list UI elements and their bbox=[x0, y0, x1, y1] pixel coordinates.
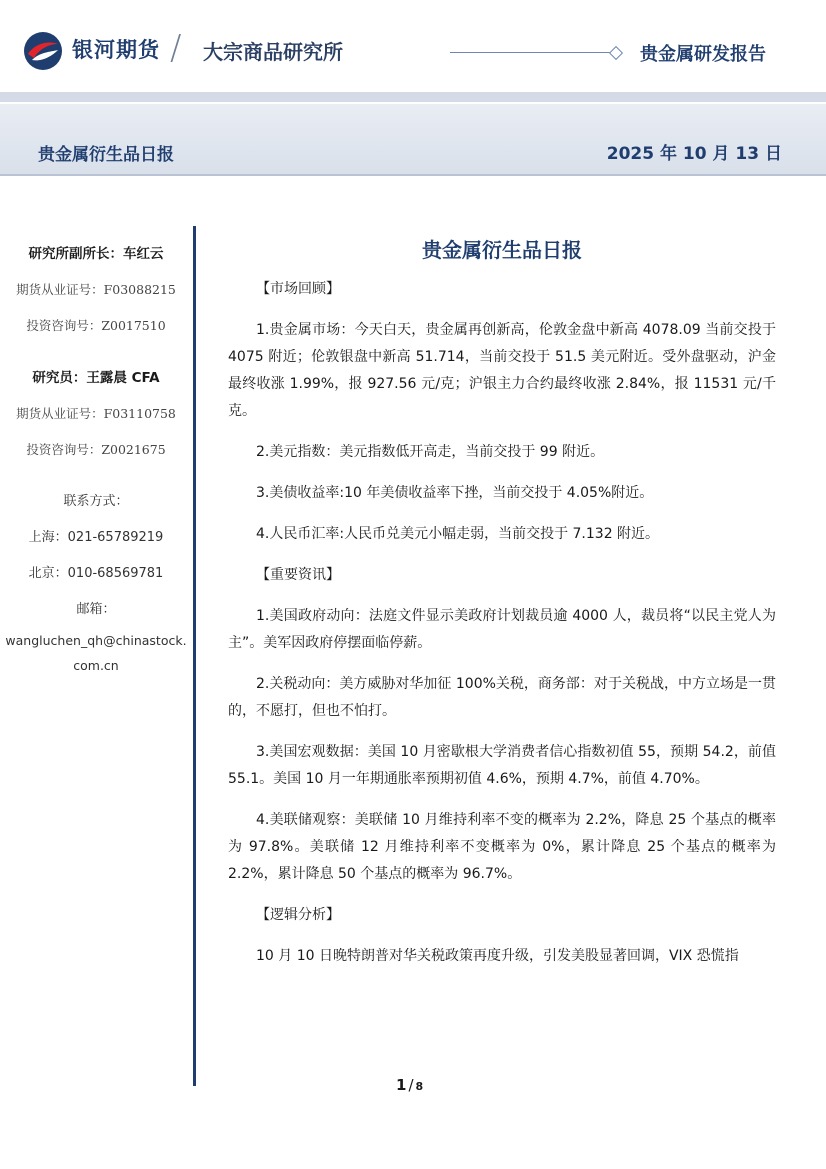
email-label: 邮箱： bbox=[76, 602, 116, 617]
contact-label: 联系方式： bbox=[63, 494, 129, 509]
deputy-advisory: 投资咨询号：Z0017510 bbox=[26, 318, 166, 333]
paragraph: 4.美联储观察：美联储 10 月维持利率不变的概率为 2.2%，降息 25 个基点的概率为 97.8%。美联储 12 月维持利率不变概率为 0%，累计降息 25 个基点的概率为 2.2%，累计降息 50 个基点的概率为 96.7%。 bbox=[228, 812, 776, 882]
report-header bbox=[0, 0, 826, 176]
report-body bbox=[228, 230, 776, 984]
paragraph: 2.美元指数：美元指数低开高走，当前交投于 99 附近。 bbox=[256, 444, 605, 460]
paragraph: 1.美国政府动向：法庭文件显示美政府计划裁员逾 4000 人，裁员将“以民主党人为主”。美军因政府停摆面临停薪。 bbox=[228, 608, 776, 651]
section-key-news bbox=[228, 562, 776, 888]
sidebar-divider bbox=[193, 226, 196, 1086]
deputy-director: 研究所副所长：车红云 bbox=[28, 246, 164, 262]
researcher-advisory: 投资咨询号：Z0021675 bbox=[26, 442, 166, 457]
contact-beijing: 北京：010-68569781 bbox=[28, 566, 164, 581]
section-heading: 【逻辑分析】 bbox=[256, 907, 340, 923]
contact-shanghai: 上海：021-65789219 bbox=[28, 530, 164, 545]
paragraph: 4.人民币汇率:人民币兑美元小幅走弱，当前交投于 7.132 附近。 bbox=[256, 526, 660, 542]
band-title: 贵金属衍生品日报 bbox=[38, 145, 174, 165]
diamond-icon bbox=[609, 46, 623, 60]
header-band-thin bbox=[0, 92, 826, 102]
total-pages: 8 bbox=[415, 1080, 424, 1093]
paragraph: 3.美债收益率:10 年美债收益率下挫，当前交投于 4.05%附近。 bbox=[256, 485, 654, 501]
section-logic-analysis bbox=[228, 902, 776, 970]
section-heading: 【重要资讯】 bbox=[256, 567, 340, 583]
researcher-license: 期货从业证号：F03110758 bbox=[16, 406, 176, 421]
paragraph: 10 月 10 日晚特朗普对华关税政策再度升级，引发美股显著回调，VIX 恐慌指 bbox=[256, 948, 739, 964]
paragraph: 2.关税动向：美方威胁对华加征 100%关税，商务部：对于关税战，中方立场是一贯的，不愿打，但也不怕打。 bbox=[228, 676, 776, 719]
page-separator: / bbox=[408, 1076, 414, 1094]
paragraph: 1.贵金属市场：今天白天，贵金属再创新高，伦敦金盘中新高 4078.09 当前交投于 4075 附近；伦敦银盘中新高 51.714，当前交投于 51.5 美元附近。受外盘驱动，沪金最终收涨 1.99%，报 927.56 元/克；沪银主力合约最终收涨 2.84%，报 11531 元/千克。 bbox=[228, 322, 776, 419]
author-sidebar bbox=[0, 236, 192, 678]
deputy-license: 期货从业证号：F03088215 bbox=[16, 282, 176, 297]
brand-name: 银河期货 bbox=[72, 38, 160, 62]
document-title: 贵金属衍生品日报 bbox=[422, 238, 582, 262]
report-type: 贵金属研发报告 bbox=[640, 44, 766, 65]
researcher: 研究员：王露晨 CFA bbox=[32, 370, 160, 386]
section-heading: 【市场回顾】 bbox=[256, 281, 340, 297]
report-date: 2025 年 10 月 13 日 bbox=[606, 144, 782, 164]
paragraph: 3.美国宏观数据：美国 10 月密歇根大学消费者信心指数初值 55，预期 54.2，前值 55.1。美国 10 月一年期通胀率预期初值 4.6%，预期 4.7%，前值 4.70%。 bbox=[228, 744, 776, 787]
page-number bbox=[396, 1076, 423, 1094]
header-rule bbox=[450, 52, 610, 53]
current-page: 1 bbox=[396, 1076, 407, 1094]
header-band-rule bbox=[0, 174, 826, 176]
institute-name: 大宗商品研究所 bbox=[203, 40, 343, 64]
contact-email[interactable]: wangluchen_qh@chinastock.com.cn bbox=[5, 633, 187, 673]
brand-separator: / bbox=[170, 28, 182, 68]
galaxy-futures-logo-icon bbox=[22, 30, 64, 72]
section-market-review bbox=[228, 276, 776, 548]
